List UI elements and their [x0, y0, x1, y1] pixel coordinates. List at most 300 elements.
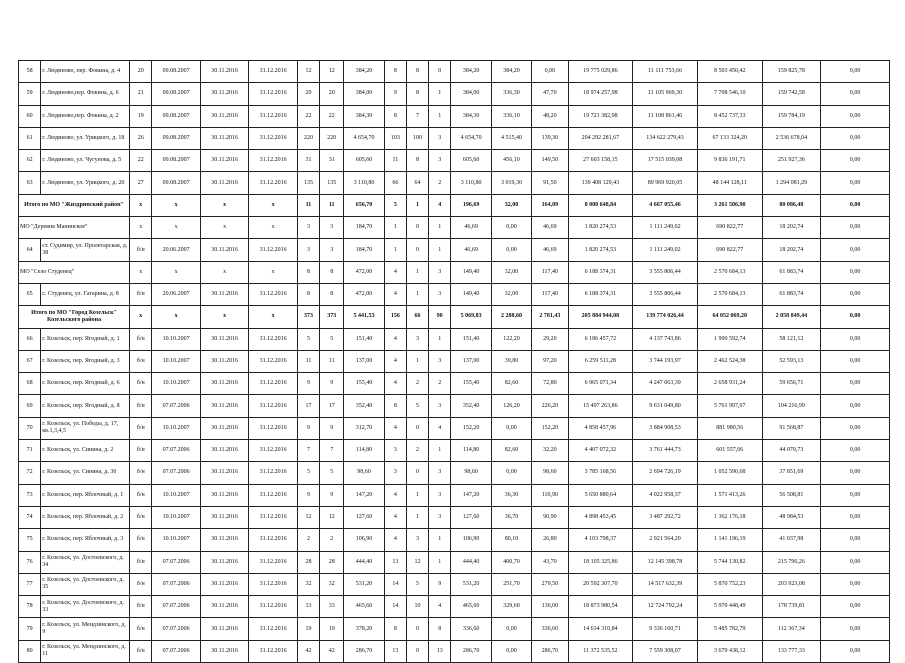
table-cell: 5 485 782,79 [697, 618, 762, 640]
table-cell: 29,20 [532, 328, 568, 350]
table-cell: 8 008 648,84 [568, 194, 633, 216]
table-cell: 5 [406, 573, 428, 595]
table-cell: 0,00 [821, 61, 890, 83]
table-cell: 48,20 [532, 105, 568, 127]
table-cell: 1 362 176,18 [697, 506, 762, 528]
table-cell: 1 [429, 551, 451, 573]
table-cell: 30.11.2016 [200, 239, 249, 261]
table-cell: 36,30 [491, 484, 531, 506]
table-cell: 117,40 [532, 261, 568, 283]
table-cell: 226,20 [532, 395, 568, 417]
table-cell: 0,00 [821, 529, 890, 551]
table-cell: 32,00 [491, 194, 531, 216]
table-cell: 11 [320, 194, 344, 216]
table-cell: 3 261 506,90 [697, 194, 762, 216]
table-cell: 384,20 [451, 61, 491, 83]
total-row [19, 306, 890, 328]
table-row [19, 440, 890, 462]
table-cell: б/н [130, 484, 152, 506]
table-cell: 127,60 [344, 506, 384, 528]
table-cell: 4 [384, 283, 406, 305]
table-cell: 472,00 [344, 283, 384, 305]
table-cell: 98,60 [532, 462, 568, 484]
table-cell: 13 [384, 551, 406, 573]
table-cell: 135 [297, 172, 319, 194]
table-cell: 31.12.2016 [249, 440, 298, 462]
table-cell: 384,30 [344, 105, 384, 127]
table-cell: 126,20 [491, 395, 531, 417]
table-cell: 384,20 [344, 61, 384, 83]
table-row [19, 573, 890, 595]
table-cell: 09.08.2007 [152, 172, 201, 194]
table-cell: 103 [384, 127, 406, 149]
document-sheet [18, 60, 890, 663]
table-cell: 31.12.2016 [249, 417, 298, 439]
table-cell: 251,70 [491, 573, 531, 595]
table-cell: 7 [406, 105, 428, 127]
table-cell: 137,00 [451, 350, 491, 372]
table-cell: 9 [320, 484, 344, 506]
table-cell: 9 336 160,71 [633, 618, 698, 640]
table-cell: 0,00 [821, 596, 890, 618]
table-cell: x [130, 217, 152, 239]
table-cell: 18 873 980,54 [568, 596, 633, 618]
table-cell: 3 [406, 328, 428, 350]
table-cell: 22 [130, 150, 152, 172]
table-cell: 0,00 [821, 462, 890, 484]
table-cell: 6 186 457,72 [568, 328, 633, 350]
table-cell: 65 [19, 283, 41, 305]
table-cell: 147,20 [344, 484, 384, 506]
table-cell: 400,70 [491, 551, 531, 573]
table-cell: 30.11.2016 [200, 596, 249, 618]
table-cell: 444,40 [344, 551, 384, 573]
table-cell: 156 [384, 306, 406, 328]
table-cell: 3 019,30 [491, 172, 531, 194]
table-cell: 61 883,74 [762, 283, 821, 305]
table-cell: 43,70 [532, 551, 568, 573]
table-cell: 0,00 [821, 417, 890, 439]
table-cell: 31.12.2016 [249, 506, 298, 528]
table-cell: г. Козельск, ул. Синина, д. 2 [41, 440, 130, 462]
table-cell: x [152, 194, 201, 216]
table-cell: 89 969 920,05 [633, 172, 698, 194]
table-cell: 9 836 191,71 [697, 150, 762, 172]
table-cell: 31.12.2016 [249, 551, 298, 573]
table-cell: 384,00 [344, 83, 384, 105]
table-cell: г. Козельск, ул. Достоевского, д. 33 [41, 596, 130, 618]
table-cell: 17 [320, 395, 344, 417]
table-cell: 2 [320, 529, 344, 551]
table-cell: 0,00 [821, 484, 890, 506]
table-cell: 1 571 413,26 [697, 484, 762, 506]
table-cell: 0,00 [491, 217, 531, 239]
table-cell: 30.11.2016 [200, 417, 249, 439]
table-cell: 336,60 [451, 618, 491, 640]
table-cell: 2 [429, 373, 451, 395]
table-cell: г. Козельск, пер. Яблочный, д. 3 [41, 529, 130, 551]
table-cell: 159 784,19 [762, 105, 821, 127]
table-cell: г. Людиново, пер. Фокина, д. 4 [41, 61, 130, 83]
table-cell: 1 [406, 350, 428, 372]
table-row [19, 484, 890, 506]
table-cell: 9 [297, 484, 319, 506]
table-cell: 6 188 374,31 [568, 261, 633, 283]
table-cell: 12 145 398,78 [633, 551, 698, 573]
table-cell: 605,60 [451, 150, 491, 172]
table-cell: 14 [384, 596, 406, 618]
table-cell: 1 [384, 239, 406, 261]
table-cell: 134 622 279,43 [633, 127, 698, 149]
table-cell: 15 497 263,86 [568, 395, 633, 417]
table-cell: 10.10.2007 [152, 484, 201, 506]
table-cell: 18 105 325,86 [568, 551, 633, 573]
table-cell: 31.12.2016 [249, 105, 298, 127]
table-body [19, 61, 890, 663]
table-cell: 12 [406, 551, 428, 573]
table-cell: 11 [320, 350, 344, 372]
table-cell: 0 [429, 61, 451, 83]
table-cell: б/н [130, 618, 152, 640]
table-cell: 10.10.2007 [152, 417, 201, 439]
table-cell: 33 [297, 596, 319, 618]
table-cell: 0,00 [821, 573, 890, 595]
table-cell: г. Козельск, пер. Ягодный, д. 3 [41, 350, 130, 372]
table-cell: 8 [320, 283, 344, 305]
table-cell: 11 111 753,66 [633, 61, 698, 83]
table-cell: 4 [429, 417, 451, 439]
table-cell: x [152, 217, 201, 239]
table-cell: 373 [297, 306, 319, 328]
table-cell: 90,90 [532, 506, 568, 528]
table-cell: 336,60 [532, 618, 568, 640]
table-cell: 0,00 [491, 640, 531, 662]
table-cell: 5 441,53 [344, 306, 384, 328]
table-cell: 3 884 908,53 [633, 417, 698, 439]
table-cell: 1 820 274,53 [568, 217, 633, 239]
table-row [19, 328, 890, 350]
table-cell: б/н [130, 440, 152, 462]
table-cell: 8 [406, 150, 428, 172]
table-cell: 2 058 849,44 [762, 306, 821, 328]
table-cell: x [249, 306, 298, 328]
table-row [19, 618, 890, 640]
table-cell: 58 121,12 [762, 328, 821, 350]
table-cell: 18 202,74 [762, 239, 821, 261]
table-cell: 12 [320, 506, 344, 528]
table-cell: 20 592 307,70 [568, 573, 633, 595]
table-cell: 9 [297, 373, 319, 395]
table-cell: 09.08.2007 [152, 105, 201, 127]
table-cell: 0,00 [821, 306, 890, 328]
table-cell: 5 650 880,64 [568, 484, 633, 506]
table-cell: 32,00 [491, 283, 531, 305]
table-cell: 67 133 324,20 [697, 127, 762, 149]
table-cell: 80 086,48 [762, 194, 821, 216]
table-row [19, 239, 890, 261]
table-cell: 32,20 [532, 440, 568, 462]
table-cell: 3 [429, 150, 451, 172]
table-cell: 30.11.2016 [200, 640, 249, 662]
table-cell: 1 [429, 239, 451, 261]
table-cell: 336,10 [491, 105, 531, 127]
table-cell: 66 [406, 306, 428, 328]
table-cell: 149,40 [451, 283, 491, 305]
table-cell: 5 870 752,23 [697, 573, 762, 595]
table-cell: x [200, 261, 249, 283]
table-cell: 18 974 257,98 [568, 83, 633, 105]
table-cell: 19 721 382,98 [568, 105, 633, 127]
table-cell: 14 634 310,84 [568, 618, 633, 640]
table-cell: 10.10.2007 [152, 373, 201, 395]
table-cell: 07.07.2006 [152, 573, 201, 595]
table-cell: б/н [130, 596, 152, 618]
table-cell: 11 [384, 150, 406, 172]
table-cell: 1 [429, 83, 451, 105]
table-cell: 61 [19, 127, 41, 149]
housing-table [18, 60, 890, 663]
table-cell: 30.11.2016 [200, 618, 249, 640]
table-cell: 91 568,87 [762, 417, 821, 439]
table-cell: б/н [130, 506, 152, 528]
table-cell: 11 [297, 350, 319, 372]
table-cell: 0,00 [821, 618, 890, 640]
table-cell: 5 [320, 328, 344, 350]
table-cell: 9 [429, 573, 451, 595]
table-cell: г. Козельск, ул. Победы, д. 17, кв.1,3,4,5 [41, 417, 130, 439]
table-cell: 20 [297, 83, 319, 105]
table-row [19, 150, 890, 172]
table-cell: 4 [384, 328, 406, 350]
table-cell: 127,60 [451, 506, 491, 528]
table-cell: 0,00 [821, 551, 890, 573]
table-cell: 97,20 [532, 350, 568, 372]
table-cell: 31.12.2016 [249, 61, 298, 83]
table-cell: 31.12.2016 [249, 395, 298, 417]
table-cell: 30.11.2016 [200, 573, 249, 595]
table-cell: 3 761 444,73 [633, 440, 698, 462]
table-cell: б/н [130, 350, 152, 372]
table-cell: 19 775 029,86 [568, 61, 633, 83]
table-cell: 30.11.2016 [200, 105, 249, 127]
table-cell: 0,00 [491, 417, 531, 439]
table-cell: 30.11.2016 [200, 551, 249, 573]
table-cell: 196,69 [451, 194, 491, 216]
table-cell: 07.07.2006 [152, 618, 201, 640]
table-cell: 20 [320, 83, 344, 105]
table-cell: 12 [297, 61, 319, 83]
table-cell: МО "Село Студенец" [19, 261, 130, 283]
table-cell: 4 [384, 373, 406, 395]
table-cell: 114,80 [451, 440, 491, 462]
table-cell: x [249, 217, 298, 239]
table-cell: б/н [130, 529, 152, 551]
table-cell: 1 294 081,29 [762, 172, 821, 194]
table-cell: 2 570 684,13 [697, 283, 762, 305]
table-cell: 155,40 [451, 373, 491, 395]
table-cell: 149,40 [451, 261, 491, 283]
table-cell: г. Людиново, ул. Чугунова, д. 5 [41, 150, 130, 172]
table-cell: 0,00 [821, 217, 890, 239]
table-cell: 3 [406, 529, 428, 551]
table-cell: 1 111 249,02 [633, 217, 698, 239]
table-cell: 0 [406, 217, 428, 239]
table-cell: 3 110,80 [451, 172, 491, 194]
table-cell: 5 [297, 328, 319, 350]
table-cell: 3 [429, 261, 451, 283]
table-cell: 3 [429, 283, 451, 305]
table-cell: 444,40 [451, 551, 491, 573]
table-row [19, 83, 890, 105]
table-cell: 4 667 055,46 [633, 194, 698, 216]
table-cell: 1 [384, 217, 406, 239]
table-cell: 4 247 063,39 [633, 373, 698, 395]
table-row [19, 551, 890, 573]
table-cell: 0,00 [532, 61, 568, 83]
table-cell: 0 [406, 417, 428, 439]
table-row [19, 529, 890, 551]
table-cell: 31.12.2016 [249, 484, 298, 506]
table-cell: 3 [384, 440, 406, 462]
table-cell: 31.12.2016 [249, 172, 298, 194]
table-cell: 9 631 049,80 [633, 395, 698, 417]
group-row [19, 217, 890, 239]
table-cell: 2 694 726,19 [633, 462, 698, 484]
table-cell: б/н [130, 395, 152, 417]
table-cell: 2 921 564,20 [633, 529, 698, 551]
table-cell: 3 [429, 395, 451, 417]
table-cell: 2 [406, 440, 428, 462]
table-cell: 68 [19, 373, 41, 395]
table-cell: 64 [19, 239, 41, 261]
table-cell: 152,20 [532, 417, 568, 439]
table-cell: 13 [429, 640, 451, 662]
table-cell: 1 [406, 261, 428, 283]
table-cell: 690 822,77 [697, 239, 762, 261]
table-cell: 17 515 039,08 [633, 150, 698, 172]
table-cell: 5 [320, 462, 344, 484]
table-cell: 30.11.2016 [200, 529, 249, 551]
table-cell: 0,00 [821, 506, 890, 528]
table-row [19, 105, 890, 127]
table-cell: 286,70 [532, 640, 568, 662]
table-cell: 3 555 806,44 [633, 283, 698, 305]
table-cell: б/н [130, 239, 152, 261]
table-cell: с. Студенец, ул. Гагарина, д. 8 [41, 283, 130, 305]
table-cell: 605,60 [344, 150, 384, 172]
table-cell: 07.07.2006 [152, 462, 201, 484]
table-cell: 64 [406, 172, 428, 194]
table-cell: 42 [297, 640, 319, 662]
table-cell: 4 858 457,96 [568, 417, 633, 439]
table-row [19, 596, 890, 618]
table-cell: 4 898 453,45 [568, 506, 633, 528]
table-cell: 07.07.2006 [152, 395, 201, 417]
table-cell: 336,30 [491, 83, 531, 105]
table-cell: г. Козельск, пер. Яблочный, д. 1 [41, 484, 130, 506]
table-cell: 10.10.2007 [152, 506, 201, 528]
table-cell: 78 [19, 596, 41, 618]
table-cell: 75 [19, 529, 41, 551]
table-cell: 31.12.2016 [249, 127, 298, 149]
table-cell: 0,00 [821, 395, 890, 417]
table-cell: x [249, 261, 298, 283]
table-cell: 135 [320, 172, 344, 194]
table-cell: 13 [384, 640, 406, 662]
table-cell: 1 820 274,53 [568, 239, 633, 261]
table-cell: 0,00 [491, 239, 531, 261]
table-cell: x [200, 217, 249, 239]
table-cell: 465,60 [344, 596, 384, 618]
table-cell: 4 [384, 529, 406, 551]
table-cell: 07.07.2006 [152, 596, 201, 618]
table-cell: 30.11.2016 [200, 61, 249, 83]
table-cell: 10.10.2007 [152, 350, 201, 372]
table-cell: 2 658 931,24 [697, 373, 762, 395]
table-cell: 203 923,08 [762, 573, 821, 595]
table-cell: 4 515,40 [491, 127, 531, 149]
table-cell: 9 [297, 417, 319, 439]
table-cell: 117,40 [532, 283, 568, 305]
table-cell: 31.12.2016 [249, 83, 298, 105]
table-cell: 0,00 [821, 239, 890, 261]
table-cell: 0 [406, 462, 428, 484]
table-cell: 31.12.2016 [249, 373, 298, 395]
table-cell: 41 037,98 [762, 529, 821, 551]
table-row [19, 61, 890, 83]
table-cell: 384,00 [451, 83, 491, 105]
table-cell: 33 [320, 596, 344, 618]
table-cell: 30.11.2016 [200, 350, 249, 372]
table-cell: x [152, 306, 201, 328]
table-cell: 28 [297, 551, 319, 573]
table-cell: 82,60 [491, 373, 531, 395]
table-cell: 2 [429, 172, 451, 194]
table-cell: 20.06.2007 [152, 283, 201, 305]
table-cell: 80,10 [491, 529, 531, 551]
table-cell: 63 [19, 172, 41, 194]
table-cell: б/н [130, 328, 152, 350]
table-cell: 220 [320, 127, 344, 149]
table-cell: 32 [320, 573, 344, 595]
table-cell: 14 [384, 573, 406, 595]
table-row [19, 417, 890, 439]
table-cell: 76 [19, 551, 41, 573]
table-cell: 9 [320, 373, 344, 395]
table-cell: x [130, 261, 152, 283]
table-cell: 31.12.2016 [249, 283, 298, 305]
table-cell: 31.12.2016 [249, 150, 298, 172]
table-cell: г. Козельск, пер. Ягодный, д. 8 [41, 395, 130, 417]
table-cell: 4 [429, 194, 451, 216]
table-cell: 31.12.2016 [249, 573, 298, 595]
table-cell: 4 [429, 596, 451, 618]
table-cell: 8 503 450,42 [697, 61, 762, 83]
table-cell: 30.11.2016 [200, 462, 249, 484]
table-cell: 0 [406, 640, 428, 662]
table-cell: 110,90 [532, 484, 568, 506]
table-cell: 46,69 [451, 239, 491, 261]
table-cell: 46,69 [532, 217, 568, 239]
table-cell: 251 927,36 [762, 150, 821, 172]
table-cell: 31.12.2016 [249, 350, 298, 372]
table-cell: 52 593,13 [762, 350, 821, 372]
table-cell: 133 777,33 [762, 640, 821, 662]
table-cell: 47,70 [532, 83, 568, 105]
table-cell: 26,80 [532, 529, 568, 551]
table-cell: 31.12.2016 [249, 596, 298, 618]
table-cell: 12 724 792,24 [633, 596, 698, 618]
